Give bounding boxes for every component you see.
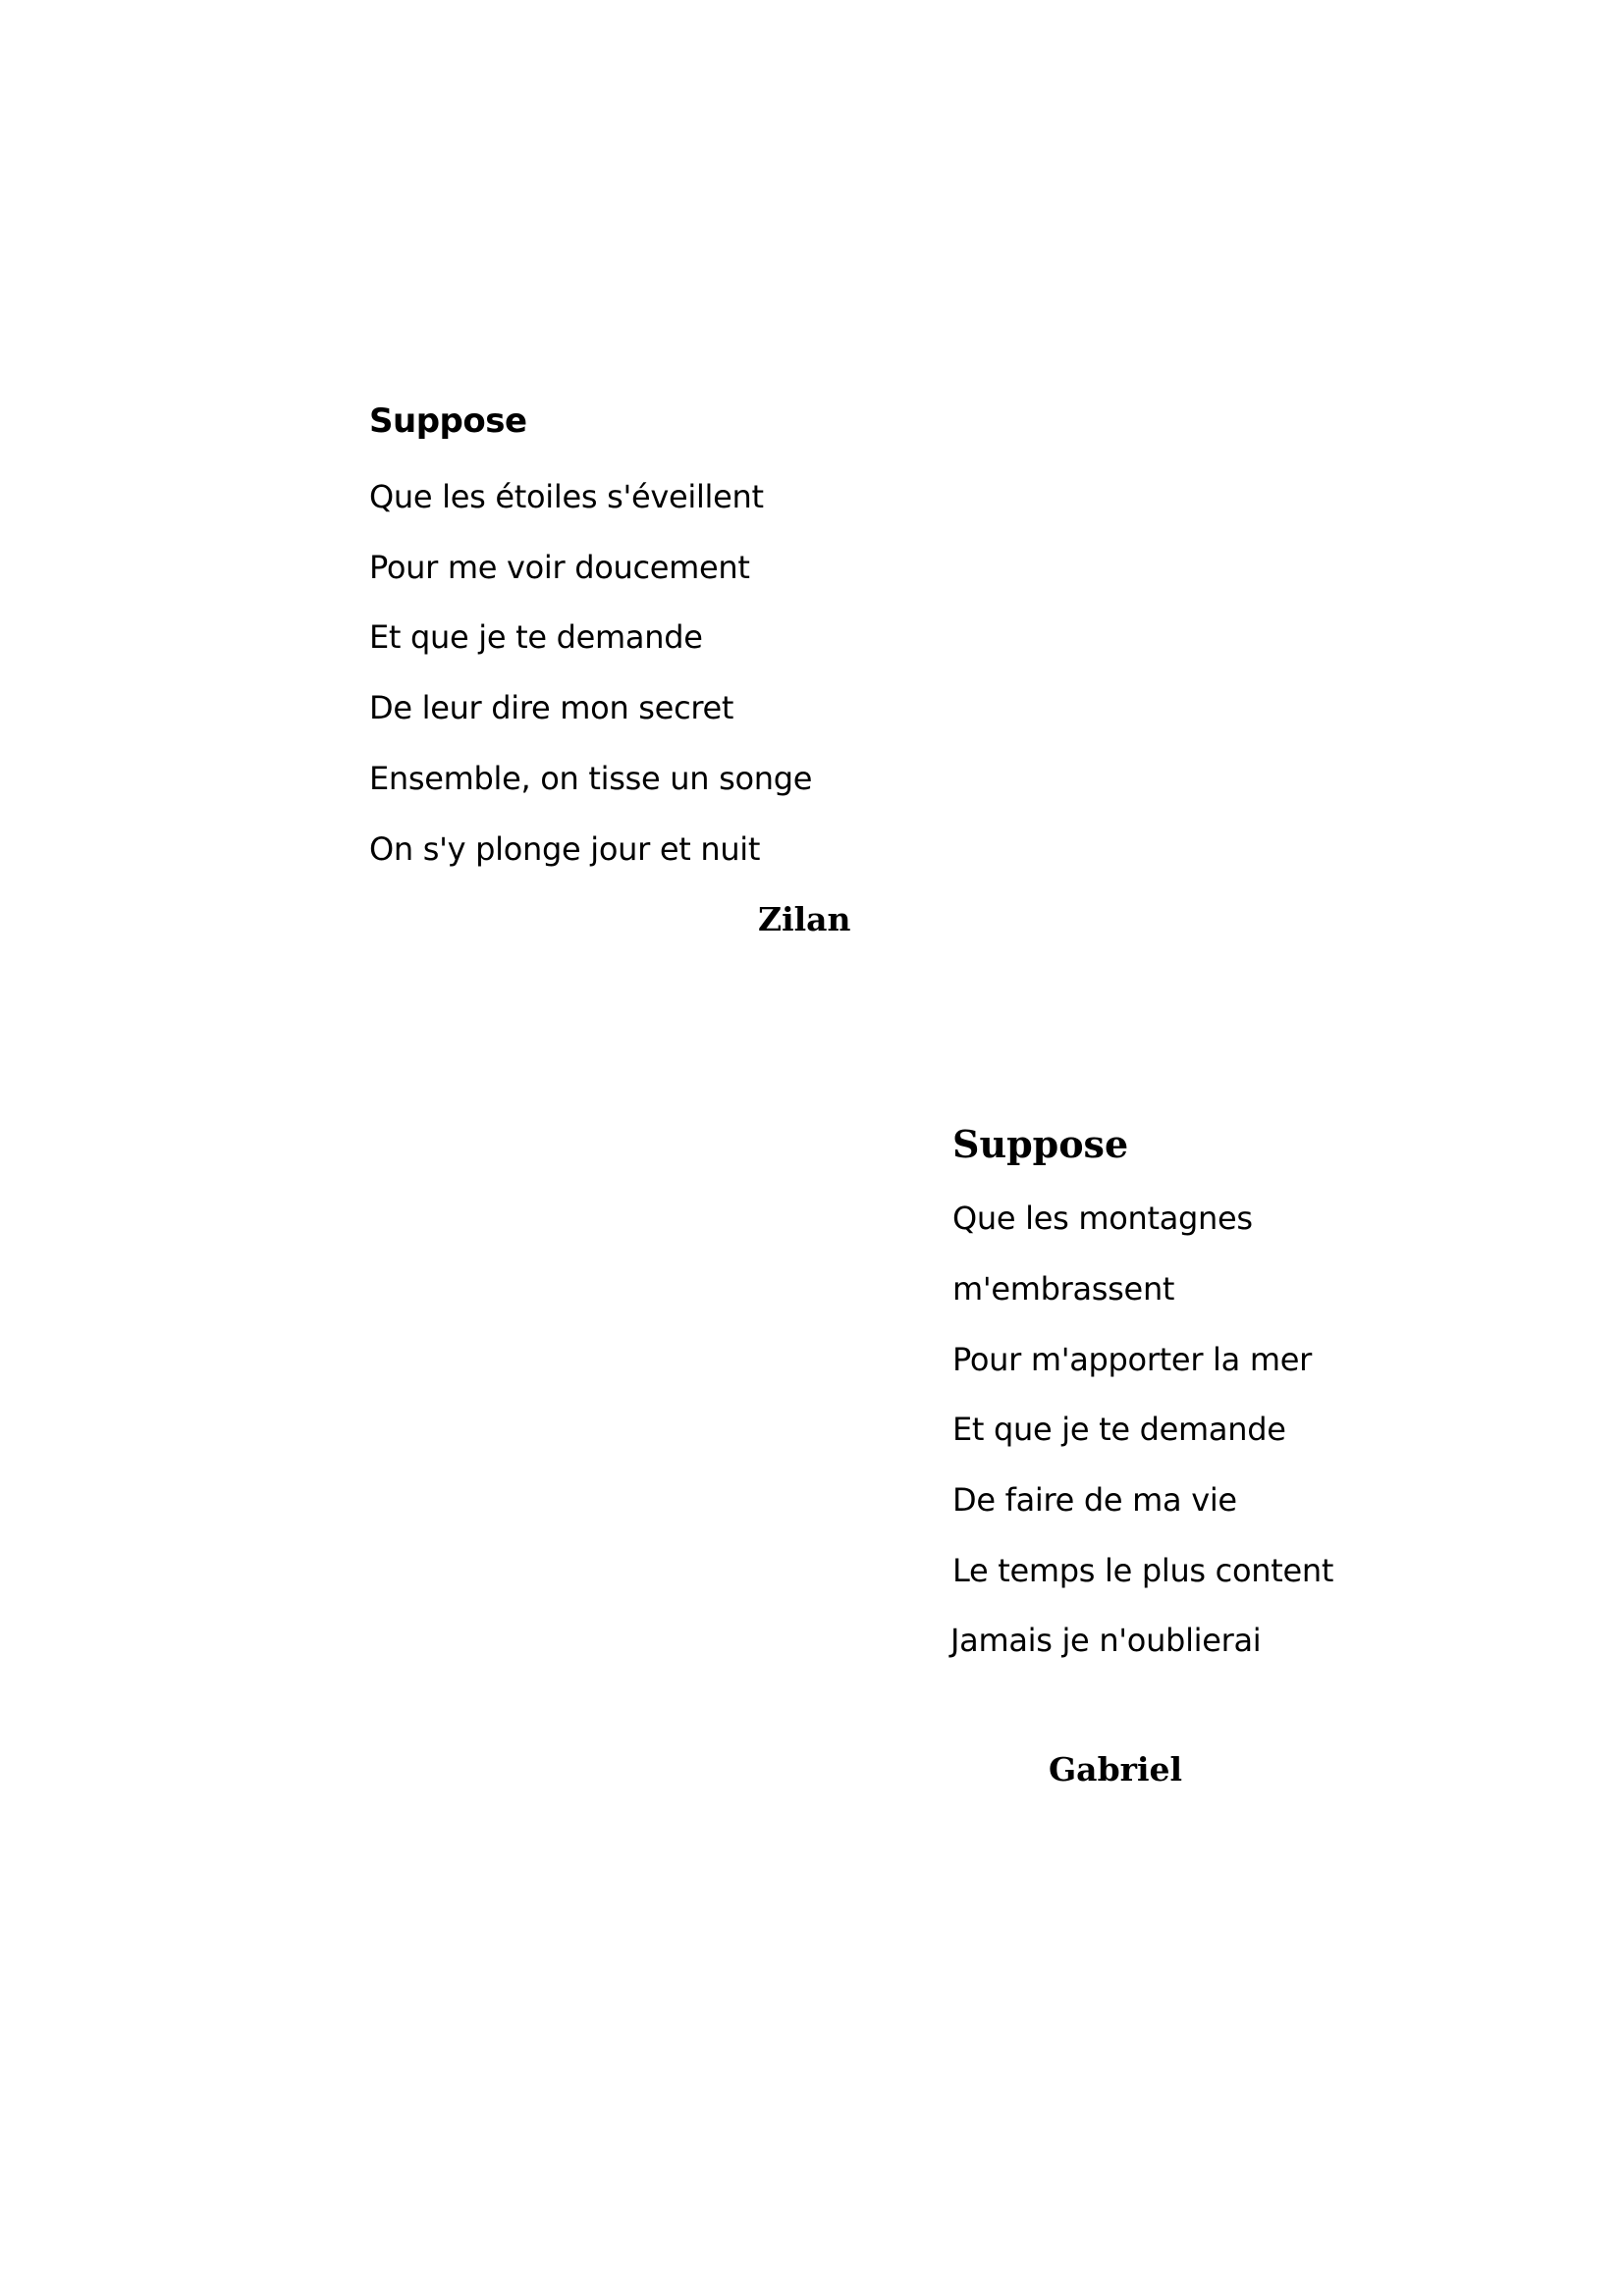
poem-line: Que les étoiles s'éveillent [369, 478, 764, 515]
poem-line: De leur dire mon secret [369, 689, 734, 726]
poem-line: Le temps le plus content [952, 1552, 1334, 1589]
poem-line: Pour me voir doucement [369, 549, 750, 586]
poem-line: Et que je te demande [369, 618, 703, 656]
poem-title: Suppose [952, 1122, 1129, 1166]
poem-line: De faire de ma vie [952, 1481, 1237, 1519]
poem-line: Et que je te demande [952, 1411, 1286, 1448]
poem-author: Zilan [758, 900, 851, 938]
poem-line: On s'y plonge jour et nuit [369, 830, 761, 868]
poem-line: Que les montagnes [952, 1200, 1253, 1237]
poem-title: Suppose [369, 401, 527, 441]
poem-line: Jamais je n'oublierai [950, 1622, 1262, 1659]
poem-author: Gabriel [1049, 1750, 1183, 1789]
poem-line: Ensemble, on tisse un songe [369, 760, 813, 797]
poem-line: Pour m'apporter la mer [952, 1341, 1312, 1378]
poem-line: m'embrassent [952, 1270, 1175, 1308]
